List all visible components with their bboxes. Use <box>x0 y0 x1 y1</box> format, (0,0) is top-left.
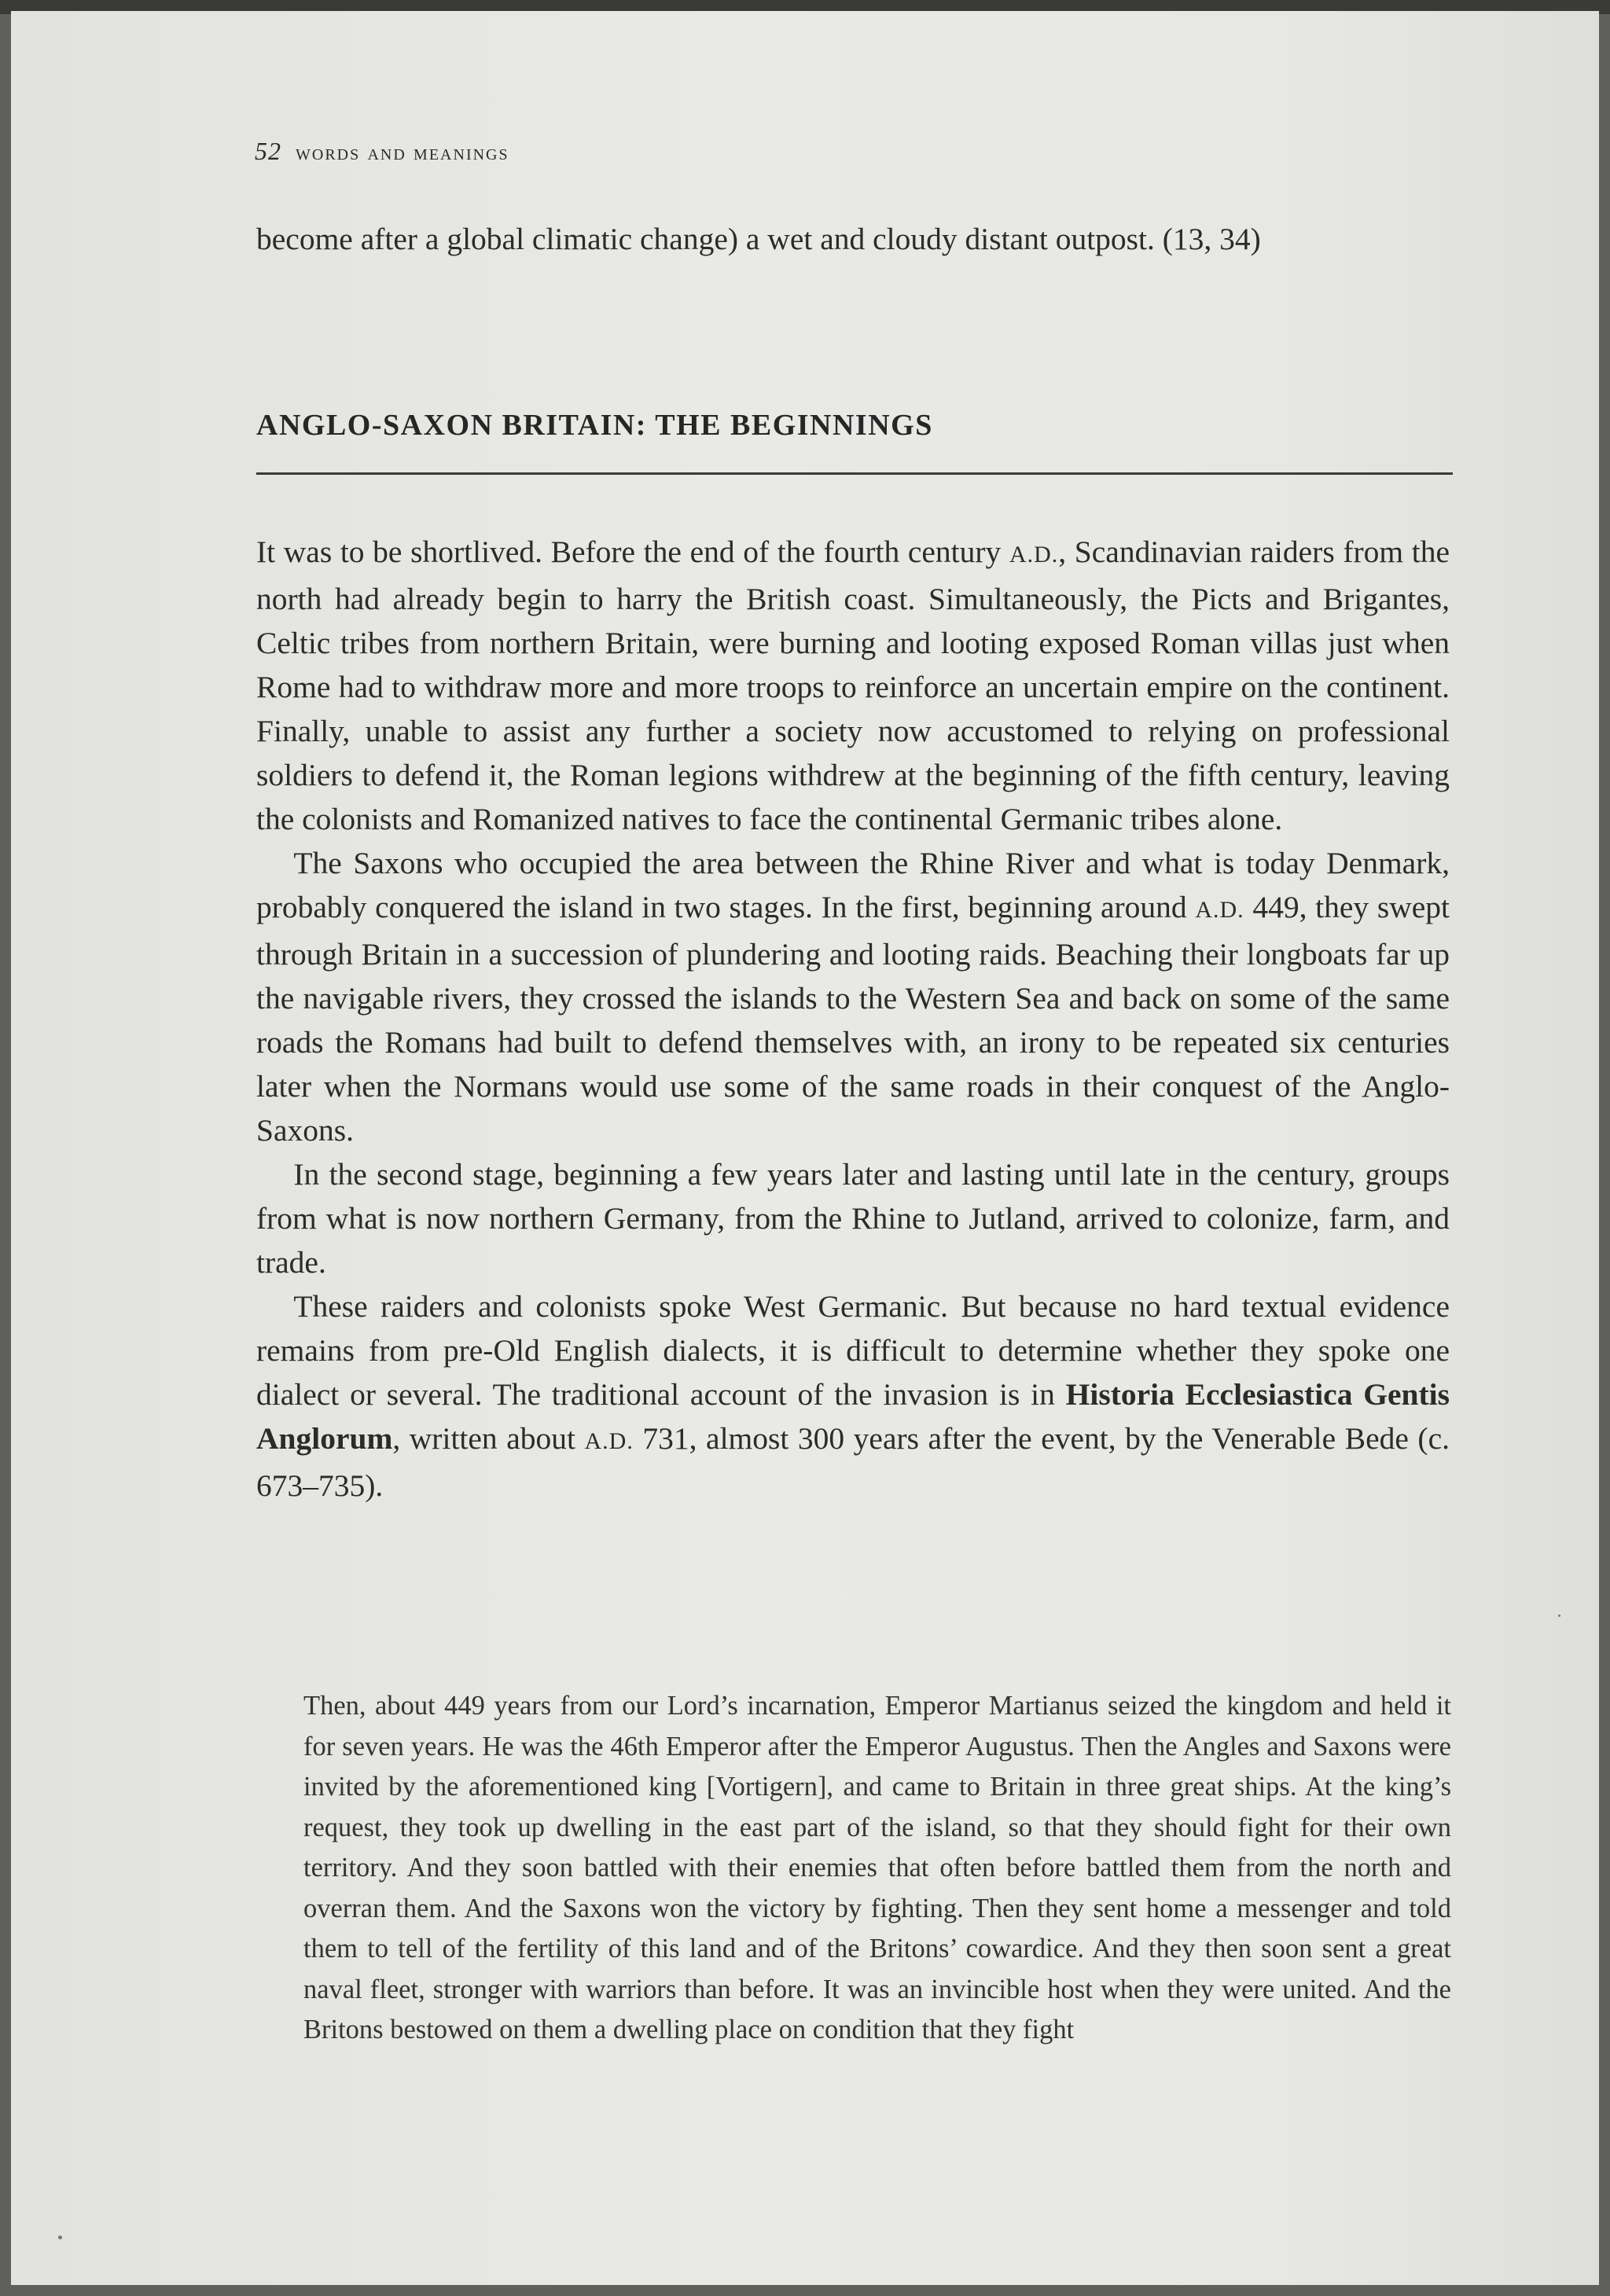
book-page <box>11 11 1599 2285</box>
page-number: 52 <box>255 137 281 165</box>
body-text <box>256 530 1450 1508</box>
paragraph-3: In the second stage, beginning a few years later and lasting until late in the century, groups from what is now northern Germany, from the Rhine to Jutland, arrived to colonize, farm, and trade. <box>256 1157 1450 1280</box>
paragraph-4-text-a: These raiders and colonists spoke West Germanic. But because no hard textual evidence remains from pre-Old English dialects, it is difficult to determine whether they spoke one dialect or several. The traditional account of the invasion is in <box>256 1289 1450 1412</box>
paragraph-2-text-a: The Saxons who occupied the area between the Rhine River and what is today Denmark, probably conquered the island in two stages. In the first, beginning around <box>256 846 1450 924</box>
paragraph-4-text-b: , written about <box>392 1421 585 1456</box>
paragraph-2 <box>256 841 1450 1152</box>
paragraph-4 <box>256 1284 1450 1508</box>
block-quotation: Then, about 449 years from our Lord’s incarnation, Emperor Martianus seized the kingdom and held it for seven years. He was the 46th Emperor after the Emperor Augustus. Then the Angles and Saxons were invited by the aforementioned king [Vortigern], and came to Britain in three great ships. At the king’s request, they took up dwelling in the east part of the island, so that they should fight for their own territory. And they soon battled with their enemies that often before battled them from the north and overran them. And the Saxons won the victory by fighting. Then they sent home a messenger and told them to tell of the fertility of this land and of the Britons’ cowardice. And they then soon sent a great naval fleet, stronger with warriors than before. It was an invincible host when they were united. And the Britons bestowed on them a dwelling place on condition that they fight <box>303 1691 1451 2044</box>
era-abbreviation: A.D. <box>1195 897 1244 923</box>
section-heading: ANGLO-SAXON BRITAIN: THE BEGINNINGS <box>256 409 933 442</box>
paragraph-1-text-b: , Scandinavian raiders from the north had already begin to harry the British coast. Simultaneously, the Picts and Brigantes, Celtic tribes from northern Britain, were burning and looting exposed Roman villas just when Rome had to withdraw more and more troops to reinforce an uncertain empire on the continent. Finally, unable to assist any further a society now accustomed to relying on professional soldiers to defend it, the Roman legions withdrew at the beginning of the fifth century, leaving the colonists and Romanized natives to face the continental Germanic tribes alone. <box>256 535 1450 836</box>
work-title: Historia Ecclesiastica Gentis Anglorum <box>256 1377 1450 1456</box>
era-abbreviation: A.D. <box>1009 542 1059 568</box>
running-title: words and meanings <box>296 140 509 165</box>
heading-rule <box>256 472 1453 475</box>
paragraph-2-text-b: 449, they swept through Britain in a succession of plundering and looting raids. Beaching their longboats far up the navigable rivers, they crossed the islands to the Western Sea and back on some of the same roads the Romans had built to defend themselves with, an irony to be repeated six centuries later when the Normans would use some of the same roads in their conquest of the Anglo-Saxons. <box>256 890 1450 1148</box>
running-head <box>255 137 509 166</box>
continued-paragraph: become after a global climatic change) a wet and cloudy distant outpost. (13, 34) <box>256 222 1261 256</box>
paragraph-1-text-a: It was to be shortlived. Before the end of the fourth century <box>256 535 1009 569</box>
scan-speck <box>58 2235 62 2239</box>
scan-speck <box>1558 1615 1560 1617</box>
paragraph-1 <box>256 530 1450 841</box>
era-abbreviation: A.D. <box>584 1428 634 1454</box>
paragraph-4-text-c: 731, almost 300 years after the event, by the Venerable Bede (c. 673–735). <box>256 1421 1450 1503</box>
